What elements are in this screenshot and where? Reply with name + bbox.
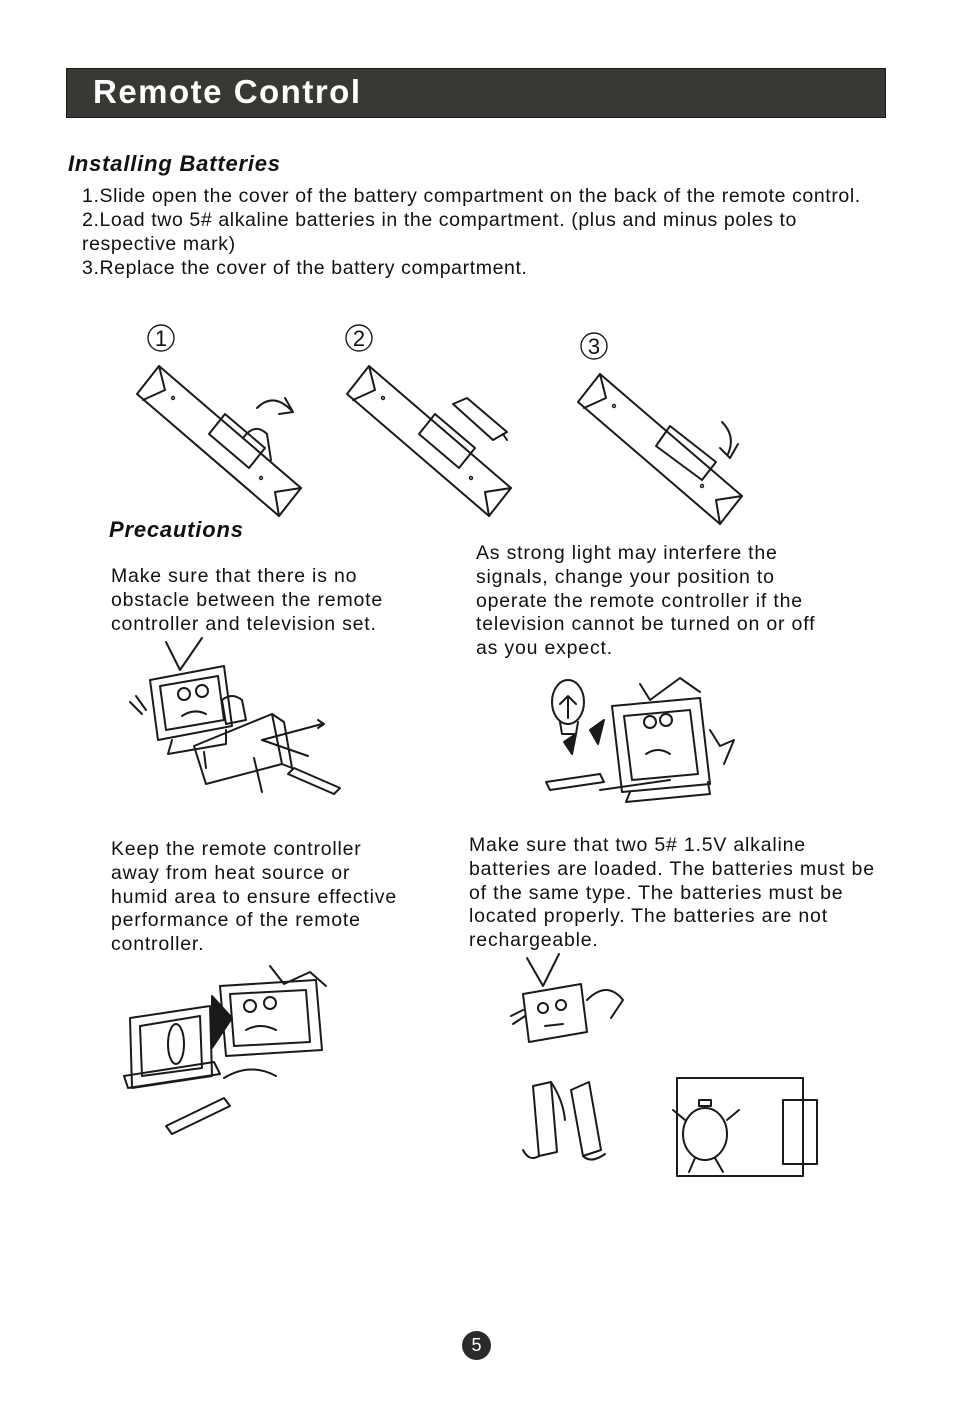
installing-heading: Installing Batteries <box>68 151 281 176</box>
precaution-heat-text: Keep the remote controller away from heat source or humid area to ensure effective performance of the remote controller. <box>111 838 397 956</box>
precautions-heading: Precautions <box>109 517 244 542</box>
precaution-obstacle-text: Make sure that there is no obstacle between the remote controller and television set. <box>111 565 384 635</box>
step-3-text: 3.Replace the cover of the battery compartment. <box>82 257 528 279</box>
step-2-text: 2.Load two 5# alkaline batteries in the compartment. (plus and minus poles to respective mark) <box>82 209 797 255</box>
figure-number-1: 1 <box>154 326 168 351</box>
header-bar <box>66 68 886 118</box>
remote-cover-open-icon <box>125 322 315 522</box>
step-1-text: 1.Slide open the cover of the battery compartment on the back of the remote control. <box>82 185 861 207</box>
page-title: Remote Control <box>93 73 362 110</box>
battery-insert-icon <box>335 322 525 522</box>
tv-strong-light-illustration <box>540 670 750 820</box>
precaution-batteries-text: Make sure that two 5# 1.5V alkaline batteries are loaded. The batteries must be of the same type. The batteries must be located properly. The batteries are not rechargeable. <box>469 834 875 952</box>
precaution-light-text: As strong light may interfere the signals, change your position to operate the remote controller if the television cannot be turned on or off as you expect. <box>476 542 816 660</box>
figure-number-3: 3 <box>587 334 601 359</box>
figure-number-2: 2 <box>352 326 366 351</box>
batteries-illustration <box>505 950 845 1190</box>
page-number-badge: 5 <box>462 1331 491 1360</box>
tv-heat-source-illustration <box>120 956 350 1136</box>
remote-cover-close-icon <box>566 330 756 530</box>
installing-steps <box>82 184 882 280</box>
tv-obstacle-illustration <box>122 636 352 806</box>
